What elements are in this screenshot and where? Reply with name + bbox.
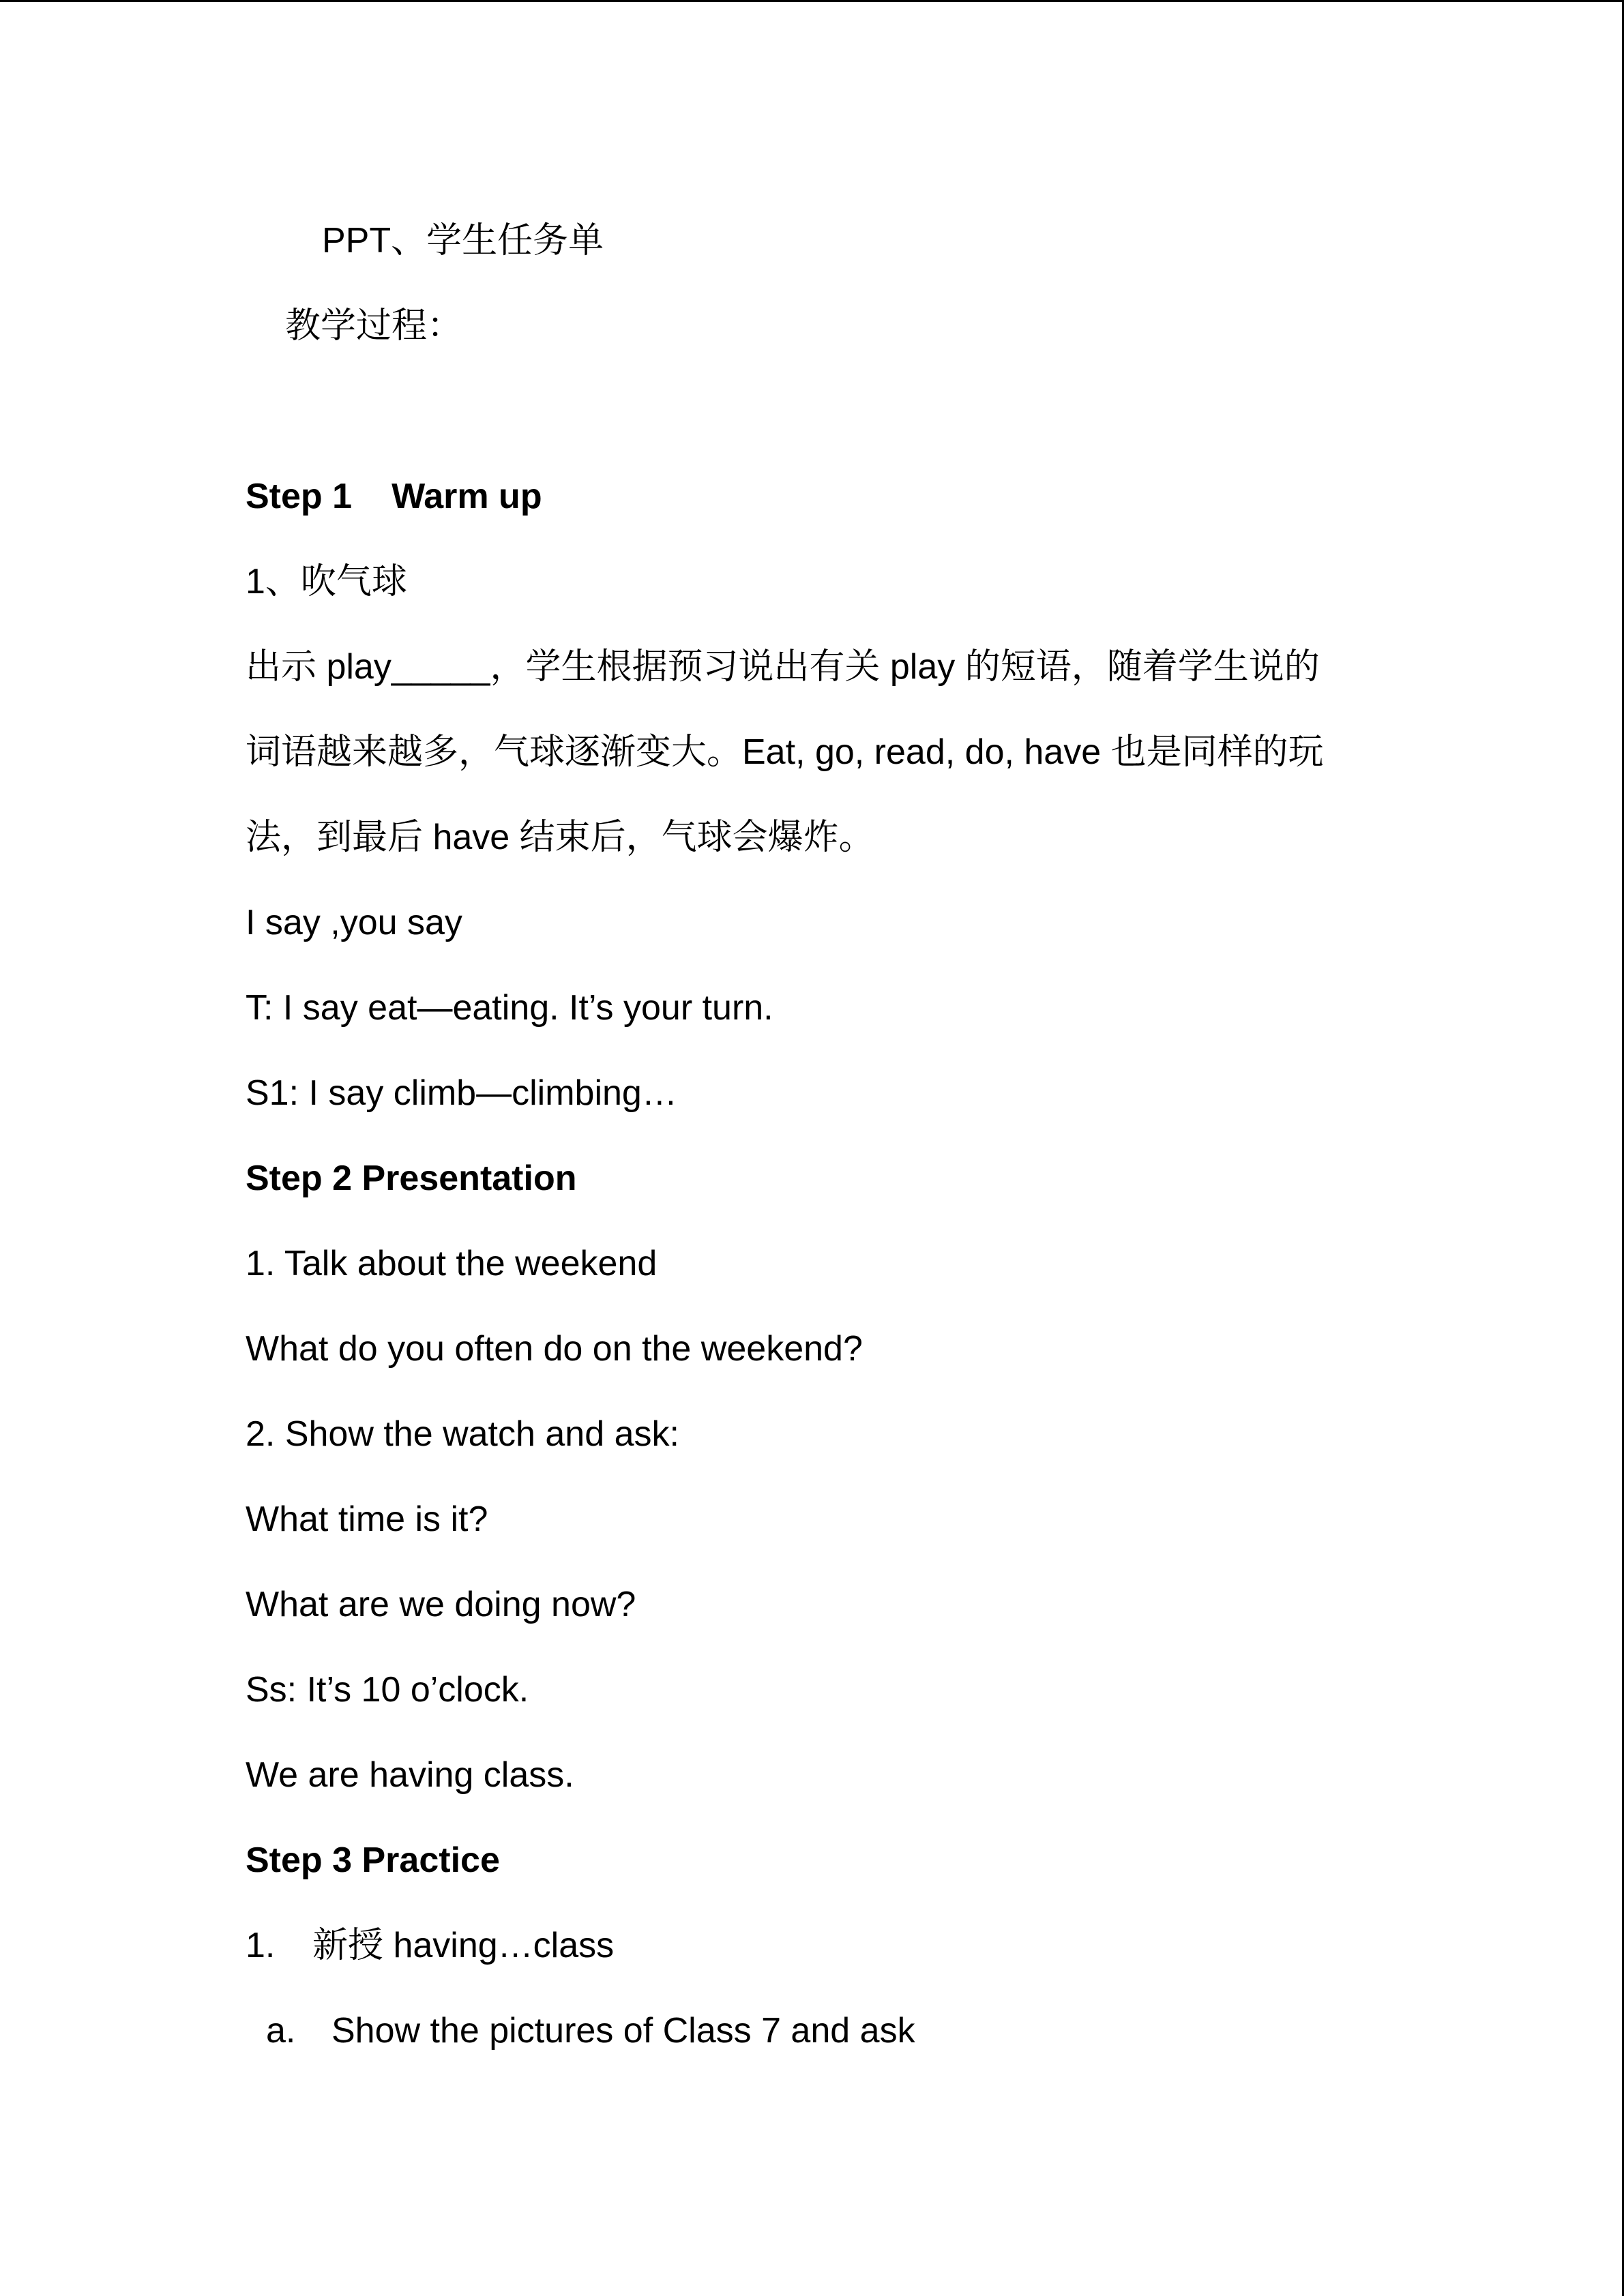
page-top-border: [0, 0, 1624, 2]
step3-sub-a: [266, 2007, 915, 2055]
step1-item1: 1、吹气球: [246, 562, 407, 601]
step2-item2: 2. Show the watch and ask:: [246, 1414, 679, 1454]
step3-item1: [246, 1922, 614, 1969]
step2-answer2: We are having class.: [246, 1755, 574, 1795]
step3-sub-a-text: Show the pictures of Class 7 and ask: [331, 2011, 915, 2051]
materials-line: PPT、学生任务单: [322, 221, 604, 260]
step2-question2: What time is it?: [246, 1500, 488, 1539]
step2-answer1: Ss: It’s 10 o’clock.: [246, 1670, 529, 1710]
step1-title: Warm up: [392, 477, 542, 516]
step3-item1-text: 新授 having…class: [312, 1926, 615, 1965]
step2-heading: Step 2 Presentation: [246, 1159, 577, 1198]
step1-label: Step 1: [246, 477, 353, 516]
step2-question3: What are we doing now?: [246, 1585, 636, 1624]
step1-para-line3: 法，到最后 have 结束后，气球会爆炸。: [246, 818, 874, 857]
step2-item1: 1. Talk about the weekend: [246, 1244, 658, 1283]
step1-teacher-line: T: I say eat—eating. It’s your turn.: [246, 988, 773, 1028]
step1-student-line: S1: I say climb—climbing…: [246, 1073, 677, 1113]
step1-para-line1: 出示 play_____，学生根据预习说出有关 play 的短语，随着学生说的: [246, 647, 1320, 687]
step1-game: I say ,you say: [246, 903, 462, 942]
step3-item1-number: 1.: [246, 1926, 276, 1965]
step1-heading: [246, 473, 542, 520]
step3-heading: Step 3 Practice: [246, 1840, 500, 1880]
step3-sub-a-letter: a.: [266, 2011, 296, 2051]
step1-para-line2: 词语越来越多，气球逐渐变大。Eat, go, read, do, have 也是同样的玩: [246, 732, 1324, 772]
process-heading: 教学过程：: [285, 306, 463, 346]
step2-question1: What do you often do on the weekend?: [246, 1329, 863, 1369]
